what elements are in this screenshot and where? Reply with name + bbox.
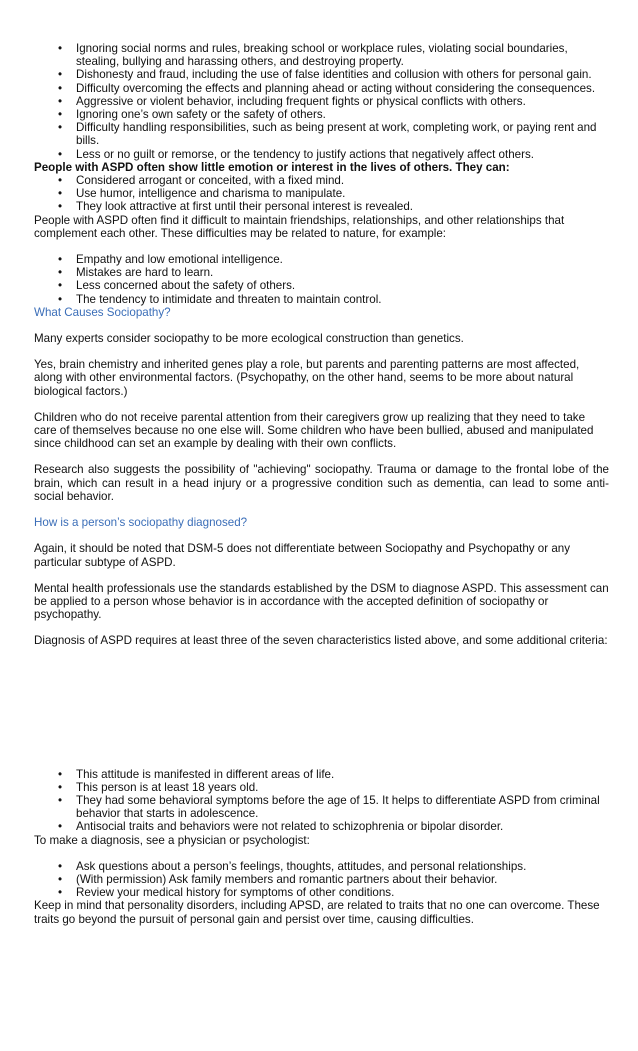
list-item: • Use humor, intelligence and charisma to manipulate. <box>34 187 609 200</box>
diagnosis-steps-list <box>34 860 609 900</box>
brain-paragraph: Yes, brain chemistry and inherited genes play a role, but parents and parenting patterns are most affected, along with other environmental factors. (Psychopathy, on the other hand, seems to be more about natural biological factors.) <box>34 358 580 398</box>
list-item: • Difficulty overcoming the effects and planning ahead or acting without considering the consequences. <box>34 82 609 95</box>
list-item: • Review your medical history for symptoms of other conditions. <box>34 886 609 899</box>
list-item: • Less or no guilt or remorse, or the tendency to justify actions that negatively affect others. <box>34 148 609 161</box>
list-item: • They look attractive at first until their personal interest is revealed. <box>34 200 609 213</box>
list-item: • This person is at least 18 years old. <box>34 781 609 794</box>
make-diagnosis-paragraph: To make a diagnosis, see a physician or psychologist: <box>34 833 310 847</box>
list-item: • Aggressive or violent behavior, including frequent fights or physical conflicts with others. <box>34 95 609 108</box>
dsm-paragraph: Again, it should be noted that DSM-5 does not differentiate between Sociopathy and Psychopathy or any particular subtype of ASPD. <box>34 542 571 569</box>
list-item: • Less concerned about the safety of others. <box>34 279 609 292</box>
list-item: • (With permission) Ask family members and romantic partners about their behavior. <box>34 873 609 886</box>
traits-list <box>34 42 609 161</box>
list-item: • Difficulty handling responsibilities, such as being present at work, completing work, or paying rent and bills. <box>34 121 609 147</box>
friendships-paragraph: People with ASPD often find it difficult to maintain friendships, relationships, and other relationships that complement each other. These difficulties may be related to nature, for example: <box>34 213 565 240</box>
emotion-list <box>34 174 609 214</box>
list-item: • Mistakes are hard to learn. <box>34 266 609 279</box>
list-item: • Ask questions about a person’s feelings, thoughts, attitudes, and personal relationships. <box>34 860 609 873</box>
list-item: • This attitude is manifested in different areas of life. <box>34 768 609 781</box>
diagnosed-heading: How is a person’s sociopathy diagnosed? <box>34 516 248 530</box>
causes-heading: What Causes Sociopathy? <box>34 305 171 319</box>
emotion-heading: People with ASPD often show little emotion or interest in the lives of others. They can: <box>34 160 510 174</box>
list-item: • Empathy and low emotional intelligence. <box>34 253 609 266</box>
keep-in-mind-paragraph: Keep in mind that personality disorders, including APSD, are related to traits that no one can overcome. These traits go beyond the pursuit of personal gain and persist over time, causing difficulties. <box>34 899 600 926</box>
list-item: • Ignoring one’s own safety or the safety of others. <box>34 108 609 121</box>
experts-paragraph: Many experts consider sociopathy to be more ecological construction than genetics. <box>34 332 464 346</box>
nature-list <box>34 253 609 306</box>
document-page <box>34 42 609 926</box>
children-paragraph: Children who do not receive parental attention from their caregivers grow up realizing that they need to take care of themselves because no one else will. Some children who have been bullied, abused and manipulated since childhood can set an example by dealing with their own conflicts. <box>34 410 594 451</box>
research-paragraph: Research also suggests the possibility of "achieving" sociopathy. Trauma or damage to the frontal lobe of the brain, which can result in a head injury or a progressive condition such as dementia, can lead to some anti-social behavior. <box>34 463 609 503</box>
list-item: • The tendency to intimidate and threaten to maintain control. <box>34 293 609 306</box>
criteria-paragraph: Diagnosis of ASPD requires at least three of the seven characteristics listed above, and some additional criteria: <box>34 634 608 648</box>
standards-paragraph: Mental health professionals use the standards established by the DSM to diagnose ASPD. This assessment can be applied to a person whose behavior is in accordance with the accepted definition of sociopathy or psychopathy. <box>34 581 609 622</box>
list-item: • Antisocial traits and behaviors were not related to schizophrenia or bipolar disorder. <box>34 820 609 833</box>
list-item: • Ignoring social norms and rules, breaking school or workplace rules, violating social boundaries, stealing, bullying and harassing others, and destroying property. <box>34 42 609 68</box>
criteria-list <box>34 768 609 834</box>
list-item: • They had some behavioral symptoms before the age of 15. It helps to differentiate ASPD from criminal behavior that starts in adolescence. <box>34 794 609 820</box>
list-item: • Considered arrogant or conceited, with a fixed mind. <box>34 174 609 187</box>
list-item: • Dishonesty and fraud, including the use of false identities and collusion with others for personal gain. <box>34 68 609 81</box>
